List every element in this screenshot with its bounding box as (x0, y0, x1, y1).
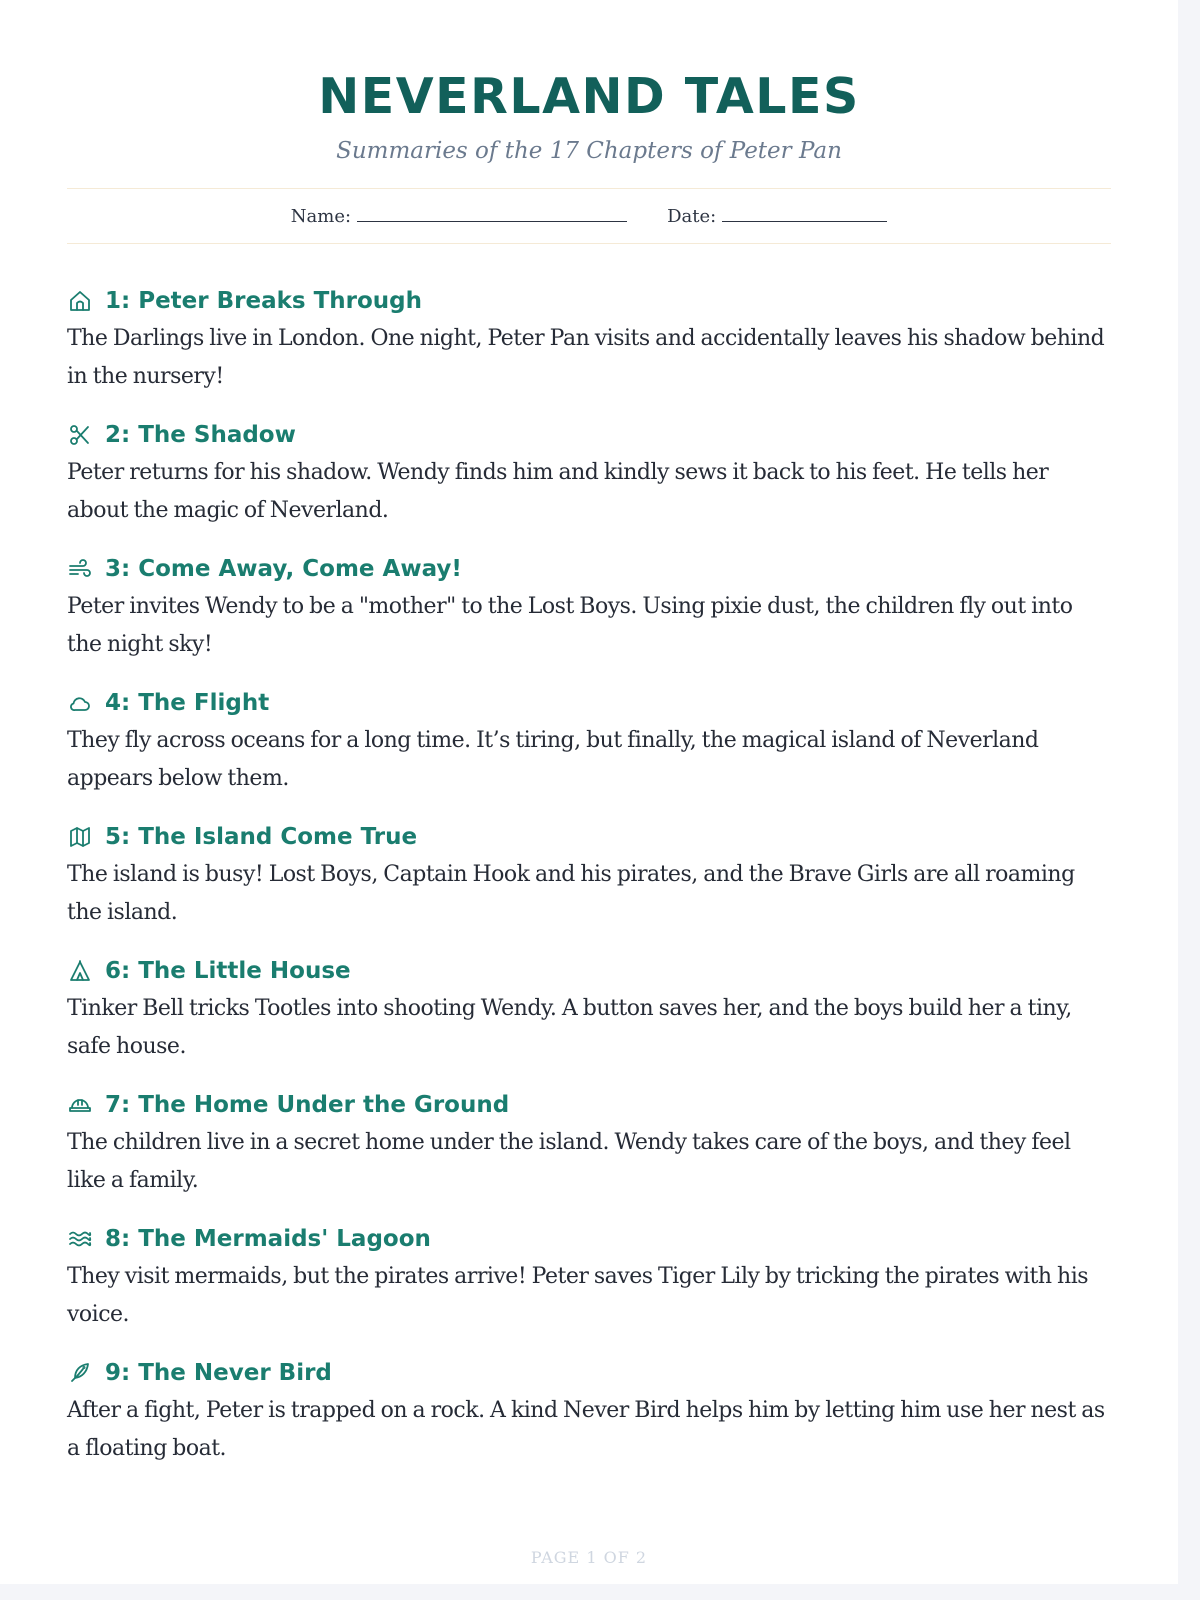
tent-icon (67, 958, 93, 984)
page-title: NEVERLAND TALES (318, 68, 860, 125)
chapter-title: 6: The Little House (105, 958, 351, 984)
chapter-heading (67, 684, 1111, 722)
name-date-bar (67, 188, 1111, 244)
chapter-summary: Tinker Bell tricks Tootles into shooting Wendy. A button saves her, and the boys build her a tiny, safe house. (67, 996, 1072, 1059)
cloud-icon (67, 690, 93, 716)
chapter-item (67, 282, 1111, 396)
chapter-title: 5: The Island Come True (105, 824, 418, 850)
chapter-summary: Peter returns for his shadow. Wendy finds him and kindly sews it back to his feet. He tells her about the magic of Neverland. (67, 460, 1049, 523)
chapter-title: 3: Come Away, Come Away! (105, 556, 462, 582)
chapter-item (67, 818, 1111, 932)
chapter-summary: Peter invites Wendy to be a "mother" to the Lost Boys. Using pixie dust, the children fly out into the night sky! (67, 594, 1073, 657)
page-subtitle: Summaries of the 17 Chapters of Peter Pan (336, 138, 842, 164)
chapter-heading (67, 416, 1111, 454)
page-number: PAGE 1 OF 2 (530, 1548, 648, 1567)
scissors-icon (67, 422, 93, 448)
name-field[interactable] (291, 206, 627, 227)
chapter-item (67, 684, 1111, 798)
chapter-summary: The island is busy! Lost Boys, Captain Hook and his pirates, and the Brave Girls are all roaming the island. (67, 862, 1075, 925)
chapter-item (67, 416, 1111, 530)
chapter-title: 9: The Never Bird (105, 1360, 332, 1386)
wind-icon (67, 556, 93, 582)
chapter-title: 1: Peter Breaks Through (105, 288, 423, 314)
chapter-heading (67, 1220, 1111, 1258)
chapter-item (67, 1086, 1111, 1200)
chapter-item (67, 952, 1111, 1066)
chapter-heading (67, 1086, 1111, 1124)
date-field[interactable] (667, 206, 887, 227)
name-line[interactable] (357, 207, 627, 222)
chapter-summary: After a fight, Peter is trapped on a rock. A kind Never Bird helps him by letting him use her nest as a floating boat. (67, 1398, 1105, 1461)
chapter-title: 7: The Home Under the Ground (105, 1092, 510, 1118)
chapter-heading (67, 282, 1111, 320)
chapter-item (67, 1354, 1111, 1468)
chapter-item (67, 1220, 1111, 1334)
date-label: Date: (667, 205, 717, 227)
chapter-heading (67, 952, 1111, 990)
chapter-summary: They fly across oceans for a long time. It’s tiring, but finally, the magical island of Neverland appears below them. (67, 728, 1039, 791)
house-icon (67, 288, 93, 314)
chapter-heading (67, 550, 1111, 588)
map-icon (67, 824, 93, 850)
chapter-title: 2: The Shadow (105, 422, 296, 448)
bird-icon (67, 1360, 93, 1386)
chapter-heading (67, 1354, 1111, 1392)
chapter-item (67, 550, 1111, 664)
chapter-summary: The children live in a secret home under the island. Wendy takes care of the boys, and they feel like a family. (67, 1130, 1071, 1193)
chapter-heading (67, 818, 1111, 856)
chapter-summary: The Darlings live in London. One night, Peter Pan visits and accidentally leaves his shadow behind in the nursery! (67, 326, 1105, 389)
hard-hat-icon (67, 1092, 93, 1118)
chapter-title: 4: The Flight (105, 690, 270, 716)
waves-icon (67, 1226, 93, 1252)
chapter-summary: They visit mermaids, but the pirates arrive! Peter saves Tiger Lily by tricking the pirates with his voice. (67, 1264, 1089, 1327)
chapter-title: 8: The Mermaids' Lagoon (105, 1226, 431, 1252)
name-label: Name: (290, 205, 352, 227)
chapter-list (67, 282, 1111, 1468)
date-line[interactable] (722, 207, 887, 222)
